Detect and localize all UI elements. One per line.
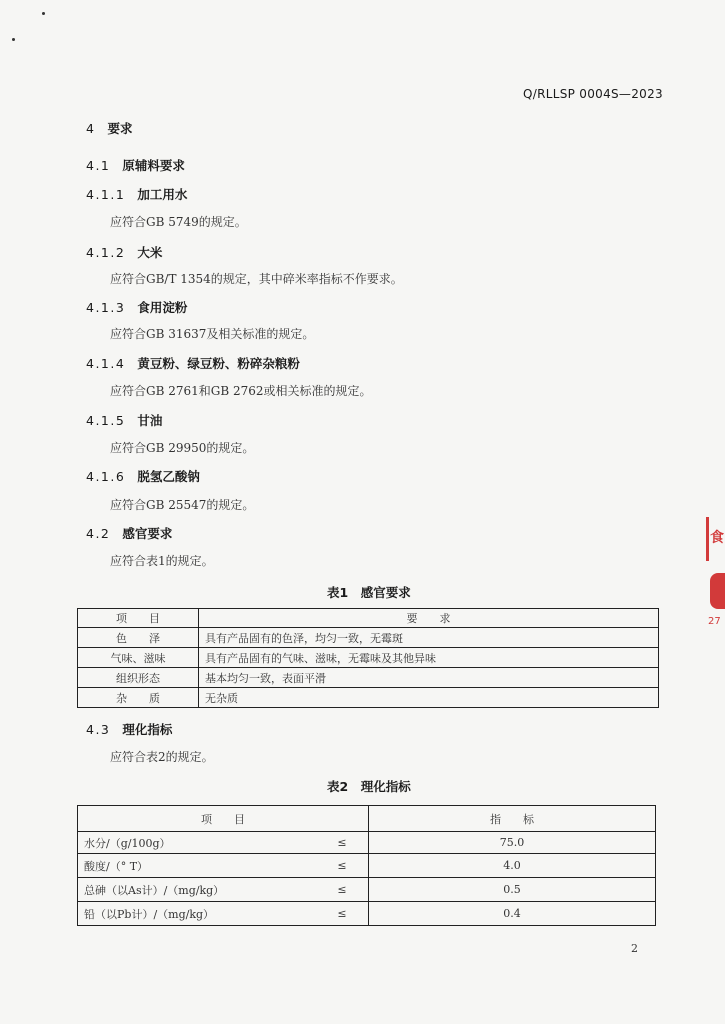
table-row: [78, 628, 659, 648]
table1-caption: 表1 感官要求: [327, 585, 411, 600]
heading-4-1-1: [86, 185, 187, 203]
table1-cell-item: 气味、滋味: [78, 648, 199, 668]
page-number: 2: [631, 942, 638, 955]
table1-cell-item: 色 泽: [78, 628, 199, 648]
table2-cell-item: 水分/（g/100g）: [78, 832, 317, 854]
section-number: 4: [86, 121, 96, 136]
table2-caption: 表2 理化指标: [327, 779, 411, 794]
table1-cell-item: 杂 质: [78, 688, 199, 708]
section-title: 感官要求: [122, 526, 173, 541]
seal-number: 27: [708, 616, 721, 627]
table-row: [78, 648, 659, 668]
section-title: 脱氢乙酸钠: [137, 469, 200, 484]
section-number: 4.1: [86, 158, 111, 173]
table2-header-row: [78, 806, 656, 832]
section-number: 4.1.3: [86, 300, 126, 315]
table-row: [78, 668, 659, 688]
scan-speck: [12, 38, 15, 41]
paragraph-4-1-4: 应符合GB 2761和GB 2762或相关标准的规定。: [110, 384, 372, 398]
paragraph-4-2: 应符合表1的规定。: [110, 554, 214, 568]
seal-stamp: [704, 517, 725, 647]
section-title: 要求: [107, 121, 133, 136]
section-number: 4.1.2: [86, 245, 126, 260]
section-number: 4.2: [86, 526, 111, 541]
section-title: 大米: [137, 245, 163, 260]
scan-speck: [42, 12, 45, 15]
section-title: 黄豆粉、绿豆粉、粉碎杂粮粉: [137, 356, 300, 371]
heading-4-3: [86, 720, 172, 738]
table2-cell-value: 75.0: [369, 832, 656, 854]
table2-cell-op: ≤: [316, 878, 369, 902]
table2-cell-op: ≤: [316, 832, 369, 854]
section-number: 4.1.4: [86, 356, 126, 371]
document-number: Q/RLLSP 0004S—2023: [523, 87, 663, 101]
seal-bracket: [706, 517, 709, 561]
section-title: 加工用水: [137, 187, 188, 202]
heading-4-1-2: [86, 243, 162, 261]
table1-header-item: 项 目: [78, 609, 199, 628]
table1-cell-item: 组织形态: [78, 668, 199, 688]
paragraph-4-1-5: 应符合GB 29950的规定。: [110, 441, 255, 455]
table2-cell-value: 4.0: [369, 854, 656, 878]
table1-cell-requirement: 具有产品固有的气味、滋味，无霉味及其他异味: [199, 648, 659, 668]
heading-4: [86, 119, 132, 137]
table2-cell-op: ≤: [316, 902, 369, 926]
section-number: 4.1.1: [86, 187, 126, 202]
paragraph-4-1-3: 应符合GB 31637及相关标准的规定。: [110, 327, 315, 341]
section-title: 食用淀粉: [137, 300, 188, 315]
table1-cell-requirement: 无杂质: [199, 688, 659, 708]
heading-4-1-3: [86, 298, 187, 316]
section-number: 4.3: [86, 722, 111, 737]
table2-cell-item: 铅（以Pb计）/（mg/kg）: [78, 902, 317, 926]
paragraph-4-1-6: 应符合GB 25547的规定。: [110, 498, 255, 512]
heading-4-1-6: [86, 467, 200, 485]
table2-cell-value: 0.5: [369, 878, 656, 902]
table-row: [78, 902, 656, 926]
table1: [77, 608, 659, 708]
table2-header-item: 项 目: [78, 806, 369, 832]
table2-cell-item: 酸度/（° T）: [78, 854, 317, 878]
table-row: [78, 878, 656, 902]
seal-character: 食: [710, 530, 724, 546]
section-title: 理化指标: [122, 722, 173, 737]
table1-cell-requirement: 具有产品固有的色泽，均匀一致，无霉斑: [199, 628, 659, 648]
table2-cell-item: 总砷（以As计）/（mg/kg）: [78, 878, 317, 902]
section-title: 原辅料要求: [122, 158, 185, 173]
table2: [77, 805, 656, 926]
section-number: 4.1.6: [86, 469, 126, 484]
table1-header-row: [78, 609, 659, 628]
paragraph-4-1-1: 应符合GB 5749的规定。: [110, 215, 247, 229]
table2-header-value: 指 标: [369, 806, 656, 832]
table2-cell-value: 0.4: [369, 902, 656, 926]
table2-cell-op: ≤: [316, 854, 369, 878]
seal-fragment: [710, 573, 725, 609]
paragraph-4-3: 应符合表2的规定。: [110, 750, 214, 764]
heading-4-2: [86, 524, 172, 542]
table1-header-requirement: 要 求: [199, 609, 659, 628]
section-number: 4.1.5: [86, 413, 126, 428]
table-row: [78, 854, 656, 878]
table-row: [78, 832, 656, 854]
heading-4-1-5: [86, 411, 162, 429]
table-row: [78, 688, 659, 708]
table1-cell-requirement: 基本均匀一致，表面平滑: [199, 668, 659, 688]
section-title: 甘油: [137, 413, 163, 428]
paragraph-4-1-2: 应符合GB/T 1354的规定，其中碎米率指标不作要求。: [110, 272, 403, 286]
heading-4-1-4: [86, 354, 300, 372]
heading-4-1: [86, 156, 185, 174]
